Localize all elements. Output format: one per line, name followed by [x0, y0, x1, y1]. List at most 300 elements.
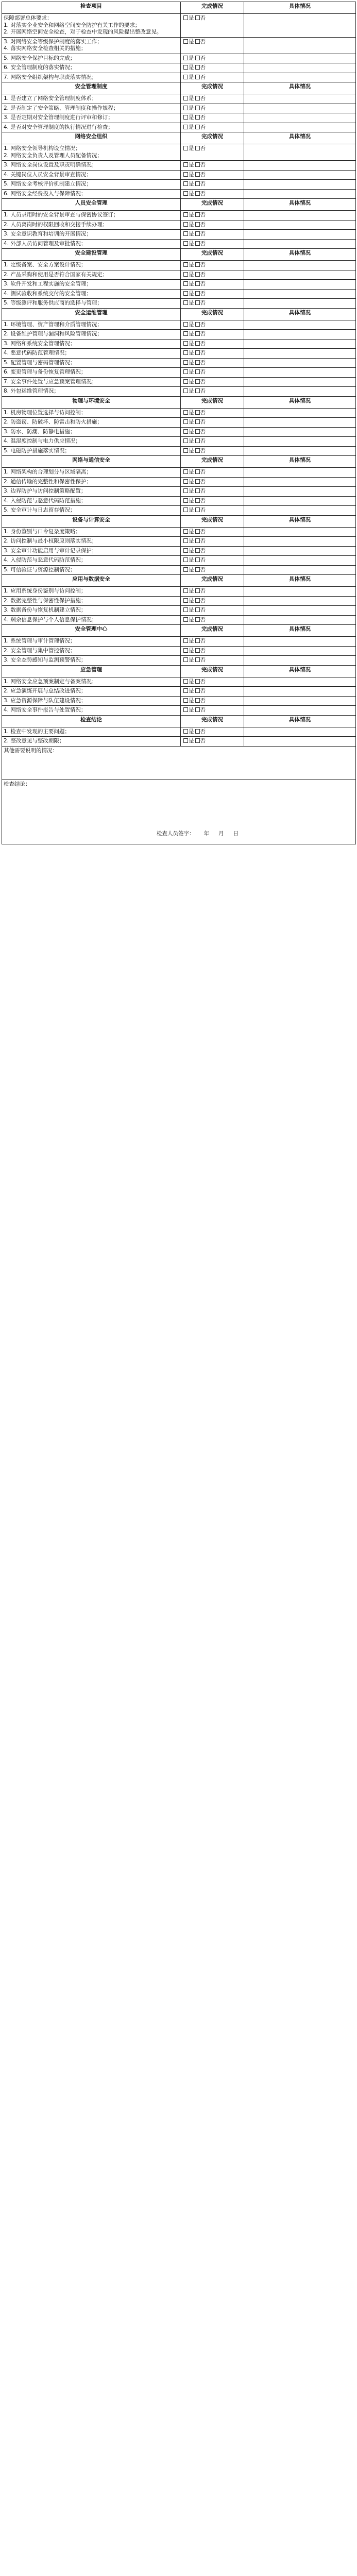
status-cell	[181, 320, 244, 330]
check-text: 5. 电磁防护措施落实情况；	[4, 447, 70, 454]
status-options	[182, 607, 242, 614]
checkbox[interactable]	[195, 125, 200, 129]
remark-cell[interactable]	[244, 377, 356, 387]
status-cell	[181, 606, 244, 616]
status-options	[182, 212, 242, 219]
checkbox[interactable]	[183, 438, 188, 443]
checkbox[interactable]	[195, 262, 200, 267]
status-options	[182, 548, 242, 555]
checkbox[interactable]	[183, 281, 188, 286]
checkbox-label: 否	[200, 678, 206, 685]
checkbox[interactable]	[183, 300, 188, 305]
remark-cell[interactable]	[244, 587, 356, 597]
check-row	[2, 261, 356, 270]
remark-cell[interactable]	[244, 537, 356, 547]
checkbox[interactable]	[183, 106, 188, 110]
checkbox[interactable]	[195, 96, 200, 100]
checkbox[interactable]	[195, 548, 200, 553]
status-header: 完成情况	[181, 575, 244, 587]
remark-cell[interactable]	[244, 230, 356, 240]
checkbox[interactable]	[195, 388, 200, 393]
checkbox[interactable]	[195, 56, 200, 60]
check-item	[2, 556, 181, 566]
remark-cell[interactable]	[244, 418, 356, 428]
checkbox[interactable]	[183, 507, 188, 512]
status-cell	[181, 546, 244, 556]
check-row	[2, 506, 356, 516]
status-cell	[181, 161, 244, 171]
check-row	[2, 537, 356, 547]
checkbox-label: 是	[189, 262, 194, 268]
checkbox-label: 否	[200, 300, 206, 306]
check-item	[2, 496, 181, 506]
remark-cell[interactable]	[244, 161, 356, 171]
remark-cell[interactable]	[244, 408, 356, 418]
checkbox[interactable]	[183, 588, 188, 593]
checkbox[interactable]	[195, 607, 200, 612]
remark-cell[interactable]	[244, 94, 356, 104]
checkbox[interactable]	[183, 262, 188, 267]
status-cell	[181, 299, 244, 309]
checkbox[interactable]	[183, 322, 188, 327]
check-text: 2. 产品采购和使用是否符合国家有关规定；	[4, 271, 108, 278]
remark-cell[interactable]	[244, 506, 356, 516]
status-cell	[181, 656, 244, 666]
checkbox[interactable]	[183, 241, 188, 246]
status-cell	[181, 358, 244, 368]
remark-cell[interactable]	[244, 189, 356, 199]
check-text: 5. 可信验证与资源控制情况；	[4, 566, 76, 573]
checkbox[interactable]	[195, 679, 200, 684]
checkbox[interactable]	[183, 212, 188, 217]
status-cell	[181, 280, 244, 290]
check-row	[2, 280, 356, 290]
checkbox[interactable]	[183, 429, 188, 434]
check-item	[2, 537, 181, 547]
checkbox[interactable]	[183, 96, 188, 100]
checkbox-label: 否	[200, 74, 206, 80]
status-options	[182, 410, 242, 417]
status-cell	[181, 737, 244, 747]
checkbox[interactable]	[195, 429, 200, 434]
signature-line	[157, 831, 350, 838]
remark-cell[interactable]	[244, 239, 356, 249]
remark-cell[interactable]	[244, 180, 356, 190]
checkbox[interactable]	[195, 588, 200, 593]
check-text: 2. 设备维护管理与漏洞和风险管理情况；	[4, 331, 103, 337]
checkbox[interactable]	[195, 648, 200, 653]
checkbox[interactable]	[195, 410, 200, 415]
checkbox-label: 是	[189, 738, 194, 744]
checkbox[interactable]	[195, 162, 200, 167]
checkbox-label: 是	[189, 419, 194, 425]
checkbox[interactable]	[183, 410, 188, 415]
check-text: 6. 网络安全经费投入与保障情况；	[4, 190, 87, 197]
checkbox[interactable]	[183, 272, 188, 277]
checkbox-label: 是	[189, 497, 194, 504]
remark-cell[interactable]	[244, 170, 356, 180]
remark-cell[interactable]	[244, 211, 356, 221]
status-options	[182, 469, 242, 476]
remark-cell[interactable]	[244, 14, 356, 38]
checkbox[interactable]	[183, 181, 188, 186]
remark-cell[interactable]	[244, 637, 356, 647]
section-title: 设备与计算安全	[2, 515, 181, 527]
checkbox-label: 是	[189, 321, 194, 328]
status-options	[182, 728, 242, 736]
status-cell	[181, 261, 244, 270]
checkbox-label: 是	[189, 369, 194, 375]
status-cell	[181, 54, 244, 63]
check-row	[2, 565, 356, 575]
checkbox[interactable]	[195, 341, 200, 346]
remark-cell[interactable]	[244, 54, 356, 63]
checkbox[interactable]	[183, 65, 188, 70]
checkbox[interactable]	[195, 281, 200, 286]
note-cell[interactable]	[2, 746, 356, 779]
check-row	[2, 63, 356, 73]
remark-cell[interactable]	[244, 123, 356, 132]
remark-cell[interactable]	[244, 289, 356, 299]
check-text: 3. 网络和系统安全管理情况；	[4, 340, 76, 347]
remark-cell[interactable]	[244, 63, 356, 73]
checkbox[interactable]	[183, 469, 188, 474]
remark-cell[interactable]	[244, 496, 356, 506]
checkbox[interactable]	[195, 181, 200, 186]
checkbox[interactable]	[183, 617, 188, 622]
status-options	[182, 15, 242, 22]
remark-cell[interactable]	[244, 270, 356, 280]
checkbox[interactable]	[195, 322, 200, 327]
checkbox-label: 是	[189, 538, 194, 544]
checkbox[interactable]	[183, 172, 188, 177]
section-header-row	[2, 515, 356, 527]
checkbox[interactable]	[195, 698, 200, 703]
checkbox[interactable]	[195, 638, 200, 643]
checkbox[interactable]	[183, 146, 188, 150]
remark-cell[interactable]	[244, 144, 356, 161]
remark-cell[interactable]	[244, 565, 356, 575]
remark-cell[interactable]	[244, 527, 356, 537]
remark-cell[interactable]	[244, 487, 356, 497]
checkbox[interactable]	[183, 419, 188, 424]
check-item	[2, 170, 181, 180]
checkbox[interactable]	[183, 162, 188, 167]
checkbox-label: 否	[200, 124, 206, 130]
status-cell	[181, 189, 244, 199]
checkbox[interactable]	[183, 350, 188, 355]
remark-cell[interactable]	[244, 677, 356, 687]
checkbox-label: 否	[200, 707, 206, 713]
checkbox[interactable]	[183, 15, 188, 20]
remark-cell[interactable]	[244, 330, 356, 340]
remark-cell[interactable]	[244, 320, 356, 330]
remark-header: 具体情况	[244, 575, 356, 587]
section-header-row	[2, 396, 356, 408]
checkbox-label: 否	[200, 212, 206, 218]
checkbox-label: 是	[189, 678, 194, 685]
section-header-row	[2, 715, 356, 727]
checkbox[interactable]	[195, 331, 200, 336]
status-cell	[181, 677, 244, 687]
check-text: 6. 变更管理与备份恢复管理情况；	[4, 369, 87, 375]
checkbox[interactable]	[183, 115, 188, 120]
remark-cell[interactable]	[244, 261, 356, 270]
check-item	[2, 737, 181, 747]
checkbox[interactable]	[195, 448, 200, 453]
status-options	[182, 479, 242, 486]
check-row	[2, 696, 356, 706]
checkbox[interactable]	[183, 557, 188, 562]
checkbox[interactable]	[183, 729, 188, 734]
checkbox[interactable]	[195, 191, 200, 196]
checkbox[interactable]	[183, 698, 188, 703]
remark-cell[interactable]	[244, 113, 356, 123]
check-text: 1. 机房物理位置选择与访问控制；	[4, 409, 87, 416]
remark-cell[interactable]	[244, 446, 356, 456]
remark-cell[interactable]	[244, 556, 356, 566]
check-text: 1. 检查中发现的主要问题；	[4, 728, 70, 735]
remark-cell[interactable]	[244, 427, 356, 437]
remark-cell[interactable]	[244, 646, 356, 656]
checkbox[interactable]	[195, 222, 200, 227]
checkbox[interactable]	[183, 638, 188, 643]
check-row	[2, 637, 356, 647]
section-header-row	[2, 2, 356, 14]
checkbox[interactable]	[183, 679, 188, 684]
checkbox-label: 是	[189, 145, 194, 151]
checkbox[interactable]	[195, 231, 200, 236]
check-row	[2, 656, 356, 666]
checkbox[interactable]	[183, 479, 188, 484]
checkbox[interactable]	[195, 241, 200, 246]
check-row	[2, 437, 356, 447]
remark-cell[interactable]	[244, 104, 356, 113]
checkbox[interactable]	[195, 617, 200, 622]
checkbox-label: 是	[189, 221, 194, 228]
remark-cell[interactable]	[244, 468, 356, 478]
checkbox[interactable]	[183, 707, 188, 712]
check-text: 3. 网络安全岗位设置及职责明确情况；	[4, 162, 97, 168]
checkbox[interactable]	[195, 469, 200, 474]
checkbox[interactable]	[183, 331, 188, 336]
check-item	[2, 339, 181, 349]
checkbox[interactable]	[183, 388, 188, 393]
remark-cell[interactable]	[244, 299, 356, 309]
status-cell	[181, 696, 244, 706]
checkbox[interactable]	[195, 172, 200, 177]
check-item	[2, 387, 181, 397]
checkbox[interactable]	[195, 300, 200, 305]
remark-cell[interactable]	[244, 737, 356, 747]
checkbox[interactable]	[195, 507, 200, 512]
checkbox[interactable]	[183, 191, 188, 196]
checkbox[interactable]	[183, 498, 188, 503]
checklist-page	[2, 2, 355, 844]
checkbox[interactable]	[195, 498, 200, 503]
checkbox[interactable]	[183, 657, 188, 662]
section-title: 物理与环境安全	[2, 396, 181, 408]
checkbox[interactable]	[195, 212, 200, 217]
checkbox[interactable]	[195, 657, 200, 662]
remark-cell[interactable]	[244, 687, 356, 697]
status-options	[182, 648, 242, 655]
remark-cell[interactable]	[244, 358, 356, 368]
checkbox-label: 否	[200, 488, 206, 494]
remark-cell[interactable]	[244, 280, 356, 290]
checkbox[interactable]	[183, 567, 188, 572]
date-day: 日	[233, 831, 239, 837]
checkbox[interactable]	[195, 15, 200, 20]
remark-cell[interactable]	[244, 387, 356, 397]
status-header: 完成情况	[181, 249, 244, 261]
checkbox[interactable]	[183, 548, 188, 553]
checkbox-label: 否	[200, 597, 206, 604]
checkbox[interactable]	[195, 729, 200, 734]
remark-cell[interactable]	[244, 546, 356, 556]
remark-cell[interactable]	[244, 727, 356, 737]
checkbox[interactable]	[183, 688, 188, 693]
checkbox[interactable]	[195, 598, 200, 603]
conclusion-cell[interactable]	[2, 779, 356, 844]
checkbox[interactable]	[183, 291, 188, 296]
checkbox[interactable]	[183, 379, 188, 384]
checkbox[interactable]	[195, 479, 200, 484]
checkbox[interactable]	[183, 360, 188, 365]
checkbox[interactable]	[195, 538, 200, 543]
remark-cell[interactable]	[244, 596, 356, 606]
checkbox[interactable]	[195, 75, 200, 79]
check-item	[2, 727, 181, 737]
checkbox[interactable]	[195, 688, 200, 693]
checkbox-label: 是	[189, 638, 194, 644]
status-options	[182, 448, 242, 455]
checkbox[interactable]	[183, 448, 188, 453]
checkbox[interactable]	[183, 341, 188, 346]
remark-cell[interactable]	[244, 349, 356, 359]
status-options	[182, 55, 242, 62]
remark-cell[interactable]	[244, 220, 356, 230]
checkbox[interactable]	[195, 529, 200, 534]
checkbox[interactable]	[195, 291, 200, 296]
checkbox[interactable]	[183, 231, 188, 236]
status-cell	[181, 123, 244, 132]
checkbox-label: 否	[200, 290, 206, 297]
checkbox[interactable]	[183, 369, 188, 374]
checkbox[interactable]	[183, 222, 188, 227]
check-text: 1. 对落实企业安全和网络空间安全防护有关工作的要求；	[4, 22, 141, 28]
checkbox[interactable]	[183, 75, 188, 79]
checkbox[interactable]	[195, 488, 200, 493]
checkbox-label: 否	[200, 728, 206, 735]
checkbox-label: 否	[200, 688, 206, 694]
status-cell	[181, 565, 244, 575]
check-item	[2, 320, 181, 330]
checkbox-label: 是	[189, 340, 194, 347]
checkbox[interactable]	[195, 707, 200, 712]
checkbox[interactable]	[195, 146, 200, 150]
remark-cell[interactable]	[244, 606, 356, 616]
checkbox[interactable]	[183, 56, 188, 60]
check-text: 2. 防盗窃、防破坏、防雷击和防火措施；	[4, 419, 103, 425]
remark-cell[interactable]	[244, 477, 356, 487]
remark-cell[interactable]	[244, 696, 356, 706]
checkbox-label: 是	[189, 438, 194, 444]
checkbox[interactable]	[183, 648, 188, 653]
checkbox-label: 否	[200, 469, 206, 475]
check-row	[2, 339, 356, 349]
checkbox[interactable]	[195, 65, 200, 70]
checkbox-label: 是	[189, 409, 194, 416]
remark-cell[interactable]	[244, 615, 356, 625]
check-item	[2, 656, 181, 666]
checkbox[interactable]	[183, 125, 188, 129]
checkbox[interactable]	[195, 115, 200, 120]
check-text: 1. 定级备案、安全方案设计情况；	[4, 262, 87, 268]
status-options	[182, 231, 242, 238]
checkbox[interactable]	[183, 538, 188, 543]
checkbox-label: 否	[200, 528, 206, 535]
status-cell	[181, 170, 244, 180]
checkbox[interactable]	[183, 488, 188, 493]
check-row	[2, 37, 356, 54]
remark-cell[interactable]	[244, 706, 356, 716]
check-text: 2. 整改意见与整改期限；	[4, 738, 65, 744]
checkbox-label: 否	[200, 478, 206, 485]
note-label: 其他需要说明的情况：	[4, 747, 58, 754]
checkbox[interactable]	[195, 567, 200, 572]
check-text: 4. 恶意代码防范管理情况；	[4, 350, 70, 356]
check-row	[2, 546, 356, 556]
checkbox[interactable]	[183, 607, 188, 612]
section-title: 网络与通信安全	[2, 456, 181, 468]
check-text: 4. 剩余信息保护与个人信息保护情况；	[4, 616, 97, 623]
check-text: 3. 数据备份与恢复机制建立情况；	[4, 607, 87, 613]
checkbox[interactable]	[183, 39, 188, 44]
checkbox[interactable]	[195, 369, 200, 374]
checkbox[interactable]	[183, 598, 188, 603]
check-row	[2, 556, 356, 566]
checkbox[interactable]	[195, 419, 200, 424]
checkbox-label: 否	[200, 388, 206, 394]
check-item	[2, 113, 181, 123]
checkbox[interactable]	[195, 272, 200, 277]
checkbox[interactable]	[195, 39, 200, 44]
remark-cell[interactable]	[244, 37, 356, 54]
remark-cell[interactable]	[244, 339, 356, 349]
checkbox[interactable]	[195, 360, 200, 365]
checkbox[interactable]	[195, 350, 200, 355]
checkbox[interactable]	[195, 557, 200, 562]
checkbox[interactable]	[195, 438, 200, 443]
checkbox[interactable]	[183, 738, 188, 743]
check-item	[2, 606, 181, 616]
checkbox[interactable]	[195, 379, 200, 384]
remark-cell[interactable]	[244, 656, 356, 666]
remark-cell[interactable]	[244, 368, 356, 378]
remark-cell[interactable]	[244, 437, 356, 447]
remark-header: 具体情况	[244, 82, 356, 94]
status-options	[182, 124, 242, 131]
checkbox[interactable]	[195, 106, 200, 110]
checkbox[interactable]	[183, 529, 188, 534]
remark-cell[interactable]	[244, 73, 356, 82]
check-text: 4. 是否对安全管理制度的执行情况进行检查；	[4, 124, 113, 130]
check-text: 3. 对网络安全等级保护制度的落实工作；	[4, 38, 103, 45]
checkbox-label: 是	[189, 469, 194, 475]
checkbox[interactable]	[195, 738, 200, 743]
check-text: 4. 网络安全事件报告与处置情况；	[4, 707, 87, 713]
